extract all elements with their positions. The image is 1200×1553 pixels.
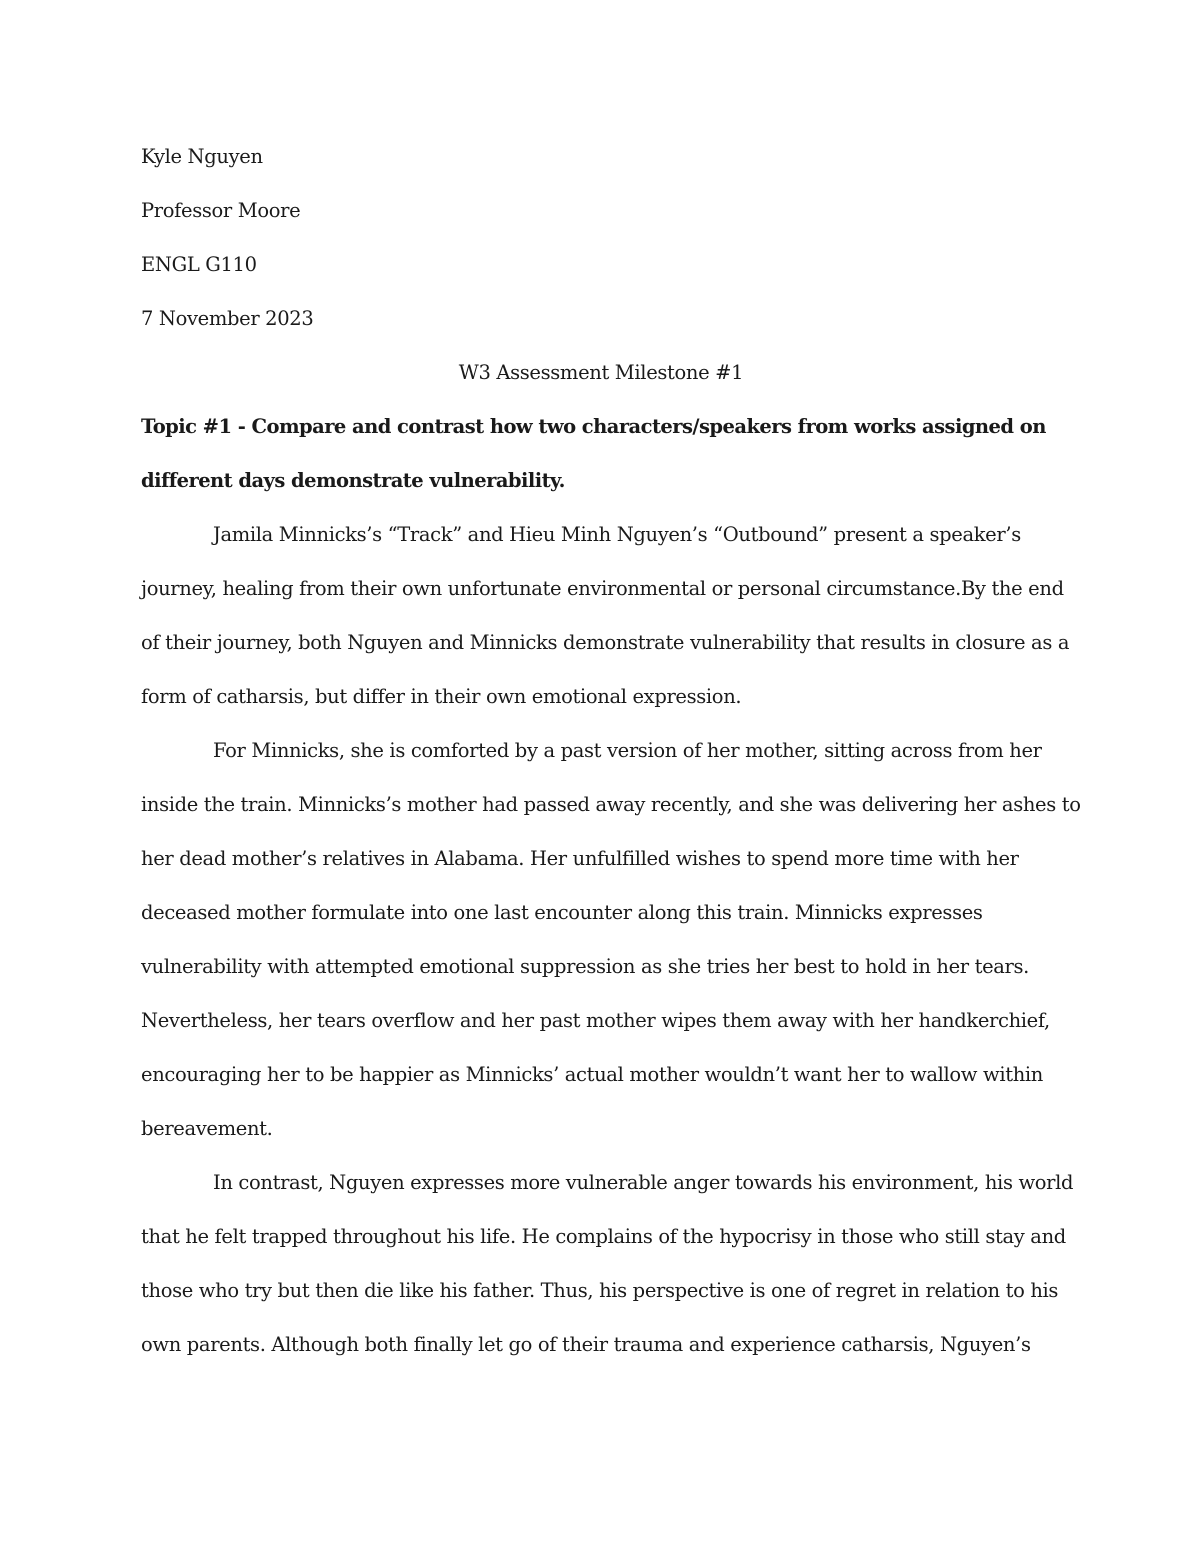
- submission-date: 7 November 2023: [141, 307, 314, 330]
- professor-name: Professor Moore: [141, 199, 301, 222]
- paragraph-line: In contrast, Nguyen expresses more vulnerable anger towards his environment, his world: [213, 1171, 1074, 1194]
- paragraph-line: inside the train. Minnicks’s mother had passed away recently, and she was delivering her ashes to: [141, 793, 1081, 816]
- document-title: W3 Assessment Milestone #1: [458, 361, 744, 384]
- student-name: Kyle Nguyen: [141, 145, 263, 168]
- paragraph-2: [141, 724, 1081, 1156]
- paragraph-3: [141, 1156, 1074, 1372]
- topic-line: Topic #1 - Compare and contrast how two characters/speakers from works assigned on: [141, 415, 1046, 438]
- paragraph-line: of their journey, both Nguyen and Minnicks demonstrate vulnerability that results in closure as a: [141, 631, 1070, 654]
- paragraph-line: those who try but then die like his father. Thus, his perspective is one of regret in relation to his: [141, 1279, 1059, 1302]
- topic-heading: [141, 400, 1061, 508]
- paragraph-line: form of catharsis, but differ in their own emotional expression.: [141, 685, 742, 708]
- paragraph-line: Nevertheless, her tears overflow and her past mother wipes them away with her handkerchief,: [141, 1009, 1050, 1032]
- document-body: [141, 130, 1081, 1372]
- paragraph-line: journey, healing from their own unfortunate environmental or personal circumstance.By the end: [141, 577, 1064, 600]
- paragraph-line: vulnerability with attempted emotional suppression as she tries her best to hold in her tears.: [141, 955, 1030, 978]
- paragraph-line: For Minnicks, she is comforted by a past version of her mother, sitting across from her: [213, 739, 1042, 762]
- paragraph-line: Jamila Minnicks’s “Track” and Hieu Minh Nguyen’s “Outbound” present a speaker’s: [213, 523, 1021, 546]
- paragraph-line: deceased mother formulate into one last encounter along this train. Minnicks expresses: [141, 901, 983, 924]
- paragraph-line: encouraging her to be happier as Minnicks’ actual mother wouldn’t want her to wallow within: [141, 1063, 1043, 1086]
- paragraph-line: own parents. Although both finally let go of their trauma and experience catharsis, Nguyen’s: [141, 1333, 1031, 1356]
- paragraph-line: bereavement.: [141, 1117, 273, 1140]
- paragraph-line: that he felt trapped throughout his life. He complains of the hypocrisy in those who still stay and: [141, 1225, 1066, 1248]
- paragraph-line: her dead mother’s relatives in Alabama. Her unfulfilled wishes to spend more time with her: [141, 847, 1019, 870]
- topic-line: different days demonstrate vulnerability.: [141, 469, 565, 492]
- paragraph-1: [141, 508, 1070, 724]
- course-code: ENGL G110: [141, 253, 257, 276]
